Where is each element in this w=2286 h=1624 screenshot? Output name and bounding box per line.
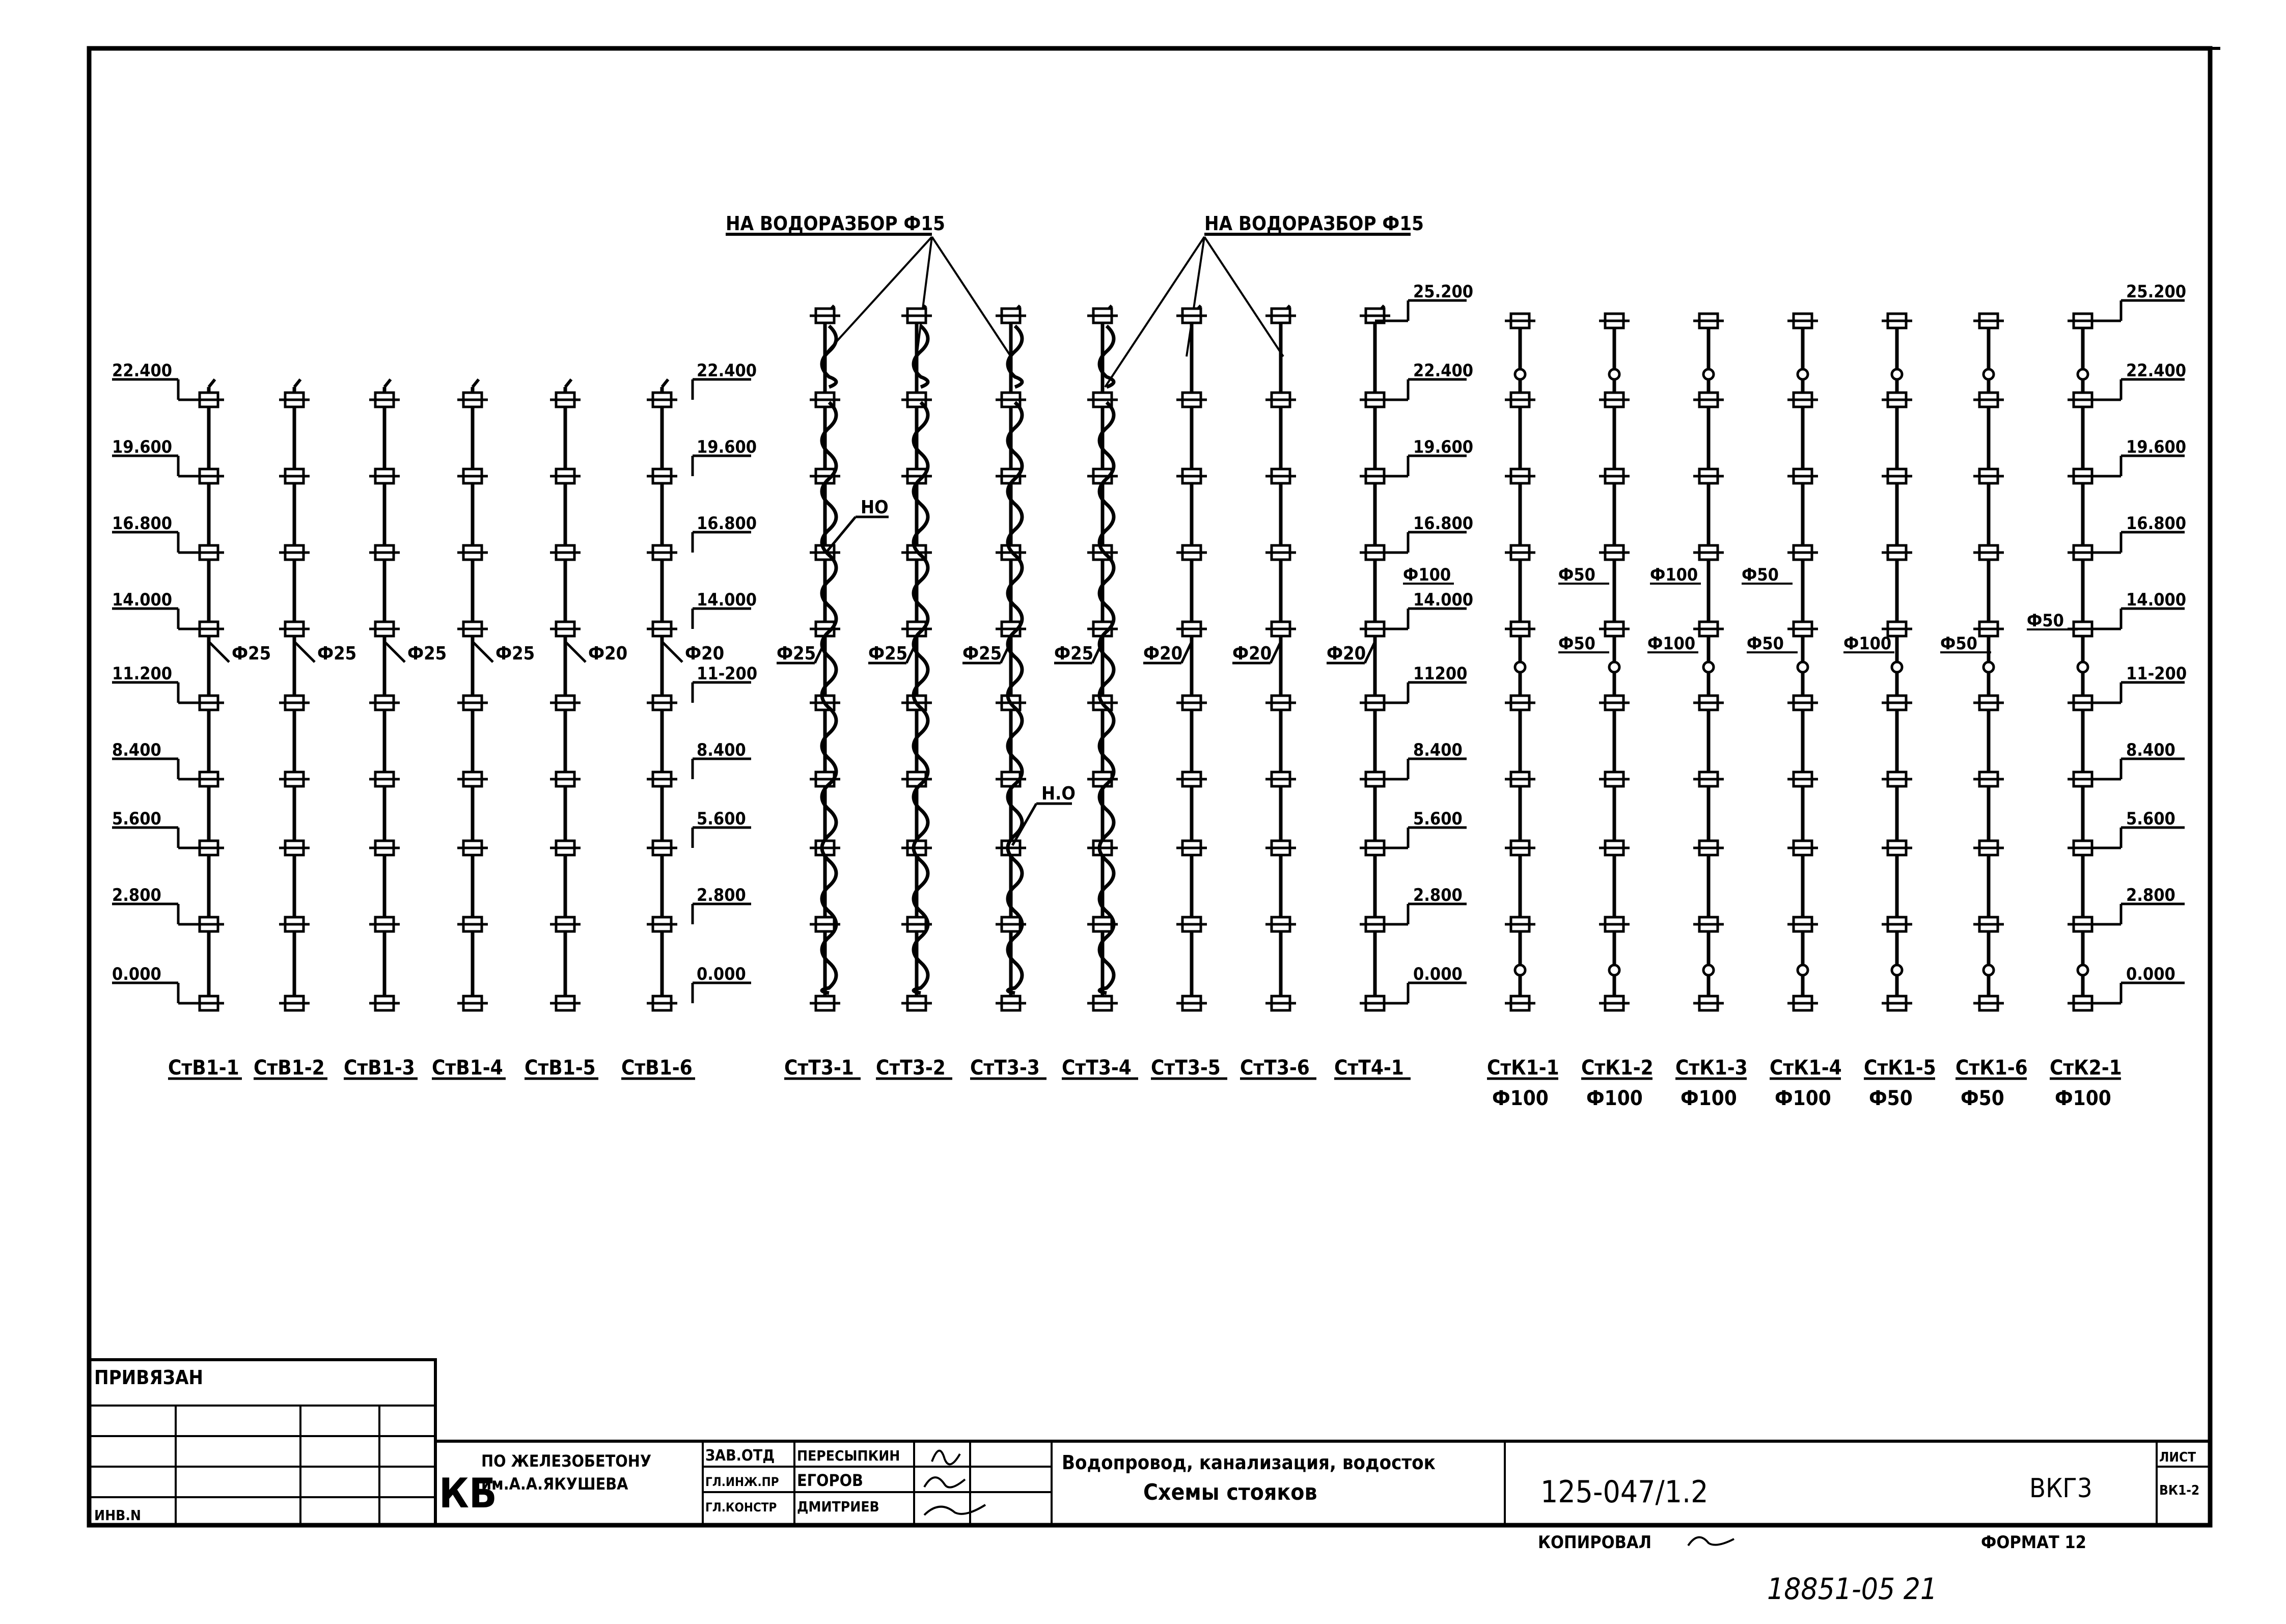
riser-size: Ф50 [1961,1087,2004,1110]
riser-label: СтК1-4 [1770,1056,1842,1080]
elevation-value: 11200 [1413,664,1468,684]
riser-stk-5 [1882,314,1912,1010]
copied-label: КОПИРОВАЛ [1538,1532,1651,1553]
riser-diameter: Ф25 [868,643,908,664]
callout-left: НА ВОДОРАЗБОР Ф15 [726,212,945,235]
branch-diameter: Ф50 [1558,565,1595,585]
elevation-value: 22.400 [2126,361,2187,381]
riser-stt-4 [1054,306,1118,1010]
callout-leader [1187,237,1204,356]
riser-cap [294,379,300,387]
diameter-leader [565,642,586,662]
riser-cap [384,379,391,387]
org-line1: ПО ЖЕЛЕЗОБЕТОНУ [481,1451,652,1471]
sheet-label: ЛИСТ [2159,1450,2196,1465]
name-2: ЕГОРОВ [797,1471,863,1490]
diameter-leader [209,642,229,662]
riser-diameter: Ф25 [407,643,447,664]
cleanout [2078,662,2088,672]
riser-diameter: Ф25 [317,643,357,664]
document-code: 125-047/1.2 [1540,1474,1709,1510]
riser-label: СтТ3-1 [784,1056,854,1080]
riser-diameter: Ф25 [1054,643,1094,664]
cleanout [2078,369,2088,379]
callout-leader [932,237,1011,356]
diameter-leader [662,642,682,662]
riser-size: Ф50 [1869,1087,1913,1110]
riser-label: СтТ3-4 [1062,1056,1132,1080]
elevation-value: 16.800 [1413,513,1474,534]
cleanout [1609,965,1619,975]
elevation-value: 11-200 [2126,664,2187,684]
cleanout [1798,662,1808,672]
riser-label: СтК2-1 [2050,1056,2122,1080]
riser-size: Ф100 [1492,1087,1549,1110]
riser-stv1-4 [457,379,535,1010]
branch-diameter: Ф50 [1742,565,1779,585]
cleanout [1609,662,1619,672]
riser-size: Ф100 [1775,1087,1831,1110]
riser-stk-6 [1973,314,2004,1010]
riser-label: СтВ1-4 [432,1056,503,1080]
sheet-number: ВК1-2 [2159,1483,2200,1498]
signature-3 [924,1505,985,1515]
riser-size: Ф100 [2055,1087,2111,1110]
riser-label: СтТ3-5 [1151,1056,1221,1080]
riser-label: СтТ3-3 [970,1056,1040,1080]
riser-diameter: Ф20 [1327,643,1366,664]
callout-leaders [828,237,1283,387]
archive-stamp: 18851-05 21 [1767,1572,1938,1606]
cleanout [1984,662,1994,672]
riser-label: СтВ1-3 [344,1056,415,1080]
elevation-value: 22.400 [112,361,173,381]
riser-diameter: Ф25 [495,643,535,664]
branch-diameter: Ф50 [1940,634,1977,654]
elevation-value: 22.400 [1413,361,1474,381]
elevation-value: 2.800 [2126,885,2175,905]
riser-size: Ф100 [1681,1087,1737,1110]
elevation-value: 2.800 [112,885,161,905]
riser-cap [565,379,571,387]
cleanout [1892,662,1902,672]
elevation-value: 16.800 [2126,513,2187,534]
elevation-value: 11-200 [697,664,758,684]
cleanout [1609,369,1619,379]
elevation-value: 8.400 [1413,740,1463,760]
riser-label: СтТ3-2 [876,1056,946,1080]
cleanout [1798,965,1808,975]
format-label: ФОРМАТ 12 [1981,1532,2086,1553]
elevation-value: 5.600 [1413,809,1463,829]
riser-stv1-1 [194,379,271,1010]
riser-stk-4 [1787,314,1818,1010]
riser-stt-1 [777,306,840,1010]
riser-label: СтК1-6 [1956,1056,2028,1080]
branch-diameter: Ф50 [2027,611,2064,631]
riser-diameter: Ф25 [962,643,1002,664]
role-1: ЗАВ.ОТД [705,1447,775,1465]
elevation-value: 14.000 [2126,590,2187,610]
diameter-leader [384,642,405,662]
riser-label: СтК1-1 [1487,1056,1559,1080]
riser-stt-5 [1143,306,1207,1010]
branch-diameter: Ф100 [1843,634,1892,654]
signature-2 [924,1477,965,1487]
riser-stk-3 [1693,314,1724,1010]
riser-label: СтК1-3 [1675,1056,1748,1080]
riser-label: СтК1-5 [1864,1056,1936,1080]
branch-diameter: Ф100 [1650,565,1698,585]
document-mark: ВКГ3 [2029,1473,2092,1504]
cleanout [1703,369,1714,379]
copied-signature [1688,1537,1734,1546]
riser-diameter: Ф25 [232,643,271,664]
riser-stt-3 [962,306,1026,1010]
elevation-value: 19.600 [2126,437,2187,457]
org-line2: им.А.А.ЯКУШЕВА [481,1474,628,1494]
elevation-value: 5.600 [697,809,746,829]
elevation-value: 0.000 [2126,964,2175,984]
role-2: ГЛ.ИНЖ.ПР [705,1475,779,1489]
elevation-value: 0.000 [1413,964,1463,984]
mark-no-lower: Н.О [1041,783,1076,804]
riser-size: Ф100 [1586,1087,1643,1110]
riser-schemes [194,306,2098,1010]
sheet-title-line1: Водопровод, канализация, водосток [1062,1451,1436,1474]
elevation-value: 0.000 [697,964,746,984]
elevation-value: 25.200 [2126,282,2187,302]
elevation-value: 2.800 [697,885,746,905]
riser-label: СтТ3-6 [1240,1056,1310,1080]
riser-stv1-6 [647,379,724,1010]
riser-diameter: Ф20 [1232,643,1272,664]
riser-label: СтВ1-6 [621,1056,693,1080]
cleanout [1703,965,1714,975]
name-1: ПЕРЕСЫПКИН [797,1447,900,1464]
elevation-value: 0.000 [112,964,161,984]
riser-stk-1 [1505,314,1535,1010]
riser-cap [662,379,668,387]
elevation-value: 22.400 [697,361,757,381]
name-3: ДМИТРИЕВ [797,1498,879,1515]
riser-label: СтТ4-1 [1334,1056,1404,1080]
cleanout [1892,965,1902,975]
elevation-value: 11.200 [112,664,173,684]
elevation-value: 2.800 [1413,885,1463,905]
sheet-title-line2: Схемы стояков [1143,1479,1317,1505]
cleanout [2078,965,2088,975]
riser-diameter: Ф20 [1143,643,1183,664]
cleanout [1984,369,1994,379]
callout-leader [917,237,932,356]
cleanout [1892,369,1902,379]
elevation-value: 25.200 [1413,282,1474,302]
mark-no-upper: НО [861,497,889,518]
signature-1 [932,1451,960,1465]
riser-stt-2 [868,306,932,1010]
elevation-value: 14.000 [1413,590,1474,610]
elevation-value: 16.800 [697,513,757,534]
elevation-value: 19.600 [112,437,173,457]
role-3: ГЛ.КОНСТР [705,1500,777,1515]
callout-leader [1204,237,1283,356]
elevation-value: 8.400 [112,740,161,760]
elevation-value: 14.000 [112,590,173,610]
riser-stk-2 [1599,314,1630,1010]
cleanout [1984,965,1994,975]
riser-label: СтВ1-2 [254,1056,325,1080]
riser-diameter: Ф25 [777,643,816,664]
branch-diameter: Ф100 [1647,634,1696,654]
elevation-value: 5.600 [2126,809,2175,829]
inv-label: ИНВ.N [94,1507,142,1524]
riser-stv1-5 [550,379,627,1010]
riser-cap [473,379,479,387]
branch-diameter: Ф100 [1403,565,1451,585]
elevation-value: 8.400 [697,740,746,760]
callout-right: НА ВОДОРАЗБОР Ф15 [1204,212,1424,235]
riser-stk-7 [2068,314,2098,1010]
riser-diameter: Ф20 [588,643,628,664]
cleanout [1798,369,1808,379]
riser-label: СтВ1-5 [525,1056,596,1080]
elevation-value: 19.600 [1413,437,1474,457]
diameter-leader [473,642,493,662]
cleanout [1515,369,1525,379]
elevation-value: 19.600 [697,437,757,457]
cleanout [1703,662,1714,672]
riser-stv1-3 [369,379,447,1010]
org-logo: КБ [439,1470,497,1517]
riser-cap [209,379,215,387]
riser-stv1-2 [279,379,356,1010]
elevation-value: 8.400 [2126,740,2175,760]
riser-diameter: Ф20 [685,643,725,664]
cleanout [1515,965,1525,975]
branch-diameter: Ф50 [1558,634,1595,654]
elevation-value: 14.000 [697,590,757,610]
title-block [89,1360,2210,1525]
riser-stt-7 [1327,306,1390,1010]
privyazan-label: ПРИВЯЗАН [94,1366,204,1389]
riser-label: СтВ1-1 [168,1056,239,1080]
diameter-leader [294,642,315,662]
riser-label: СтК1-2 [1581,1056,1654,1080]
elevation-value: 16.800 [112,513,173,534]
riser-stt-6 [1232,306,1296,1010]
branch-diameter: Ф50 [1747,634,1784,654]
cleanout [1515,662,1525,672]
elevation-value: 5.600 [112,809,161,829]
